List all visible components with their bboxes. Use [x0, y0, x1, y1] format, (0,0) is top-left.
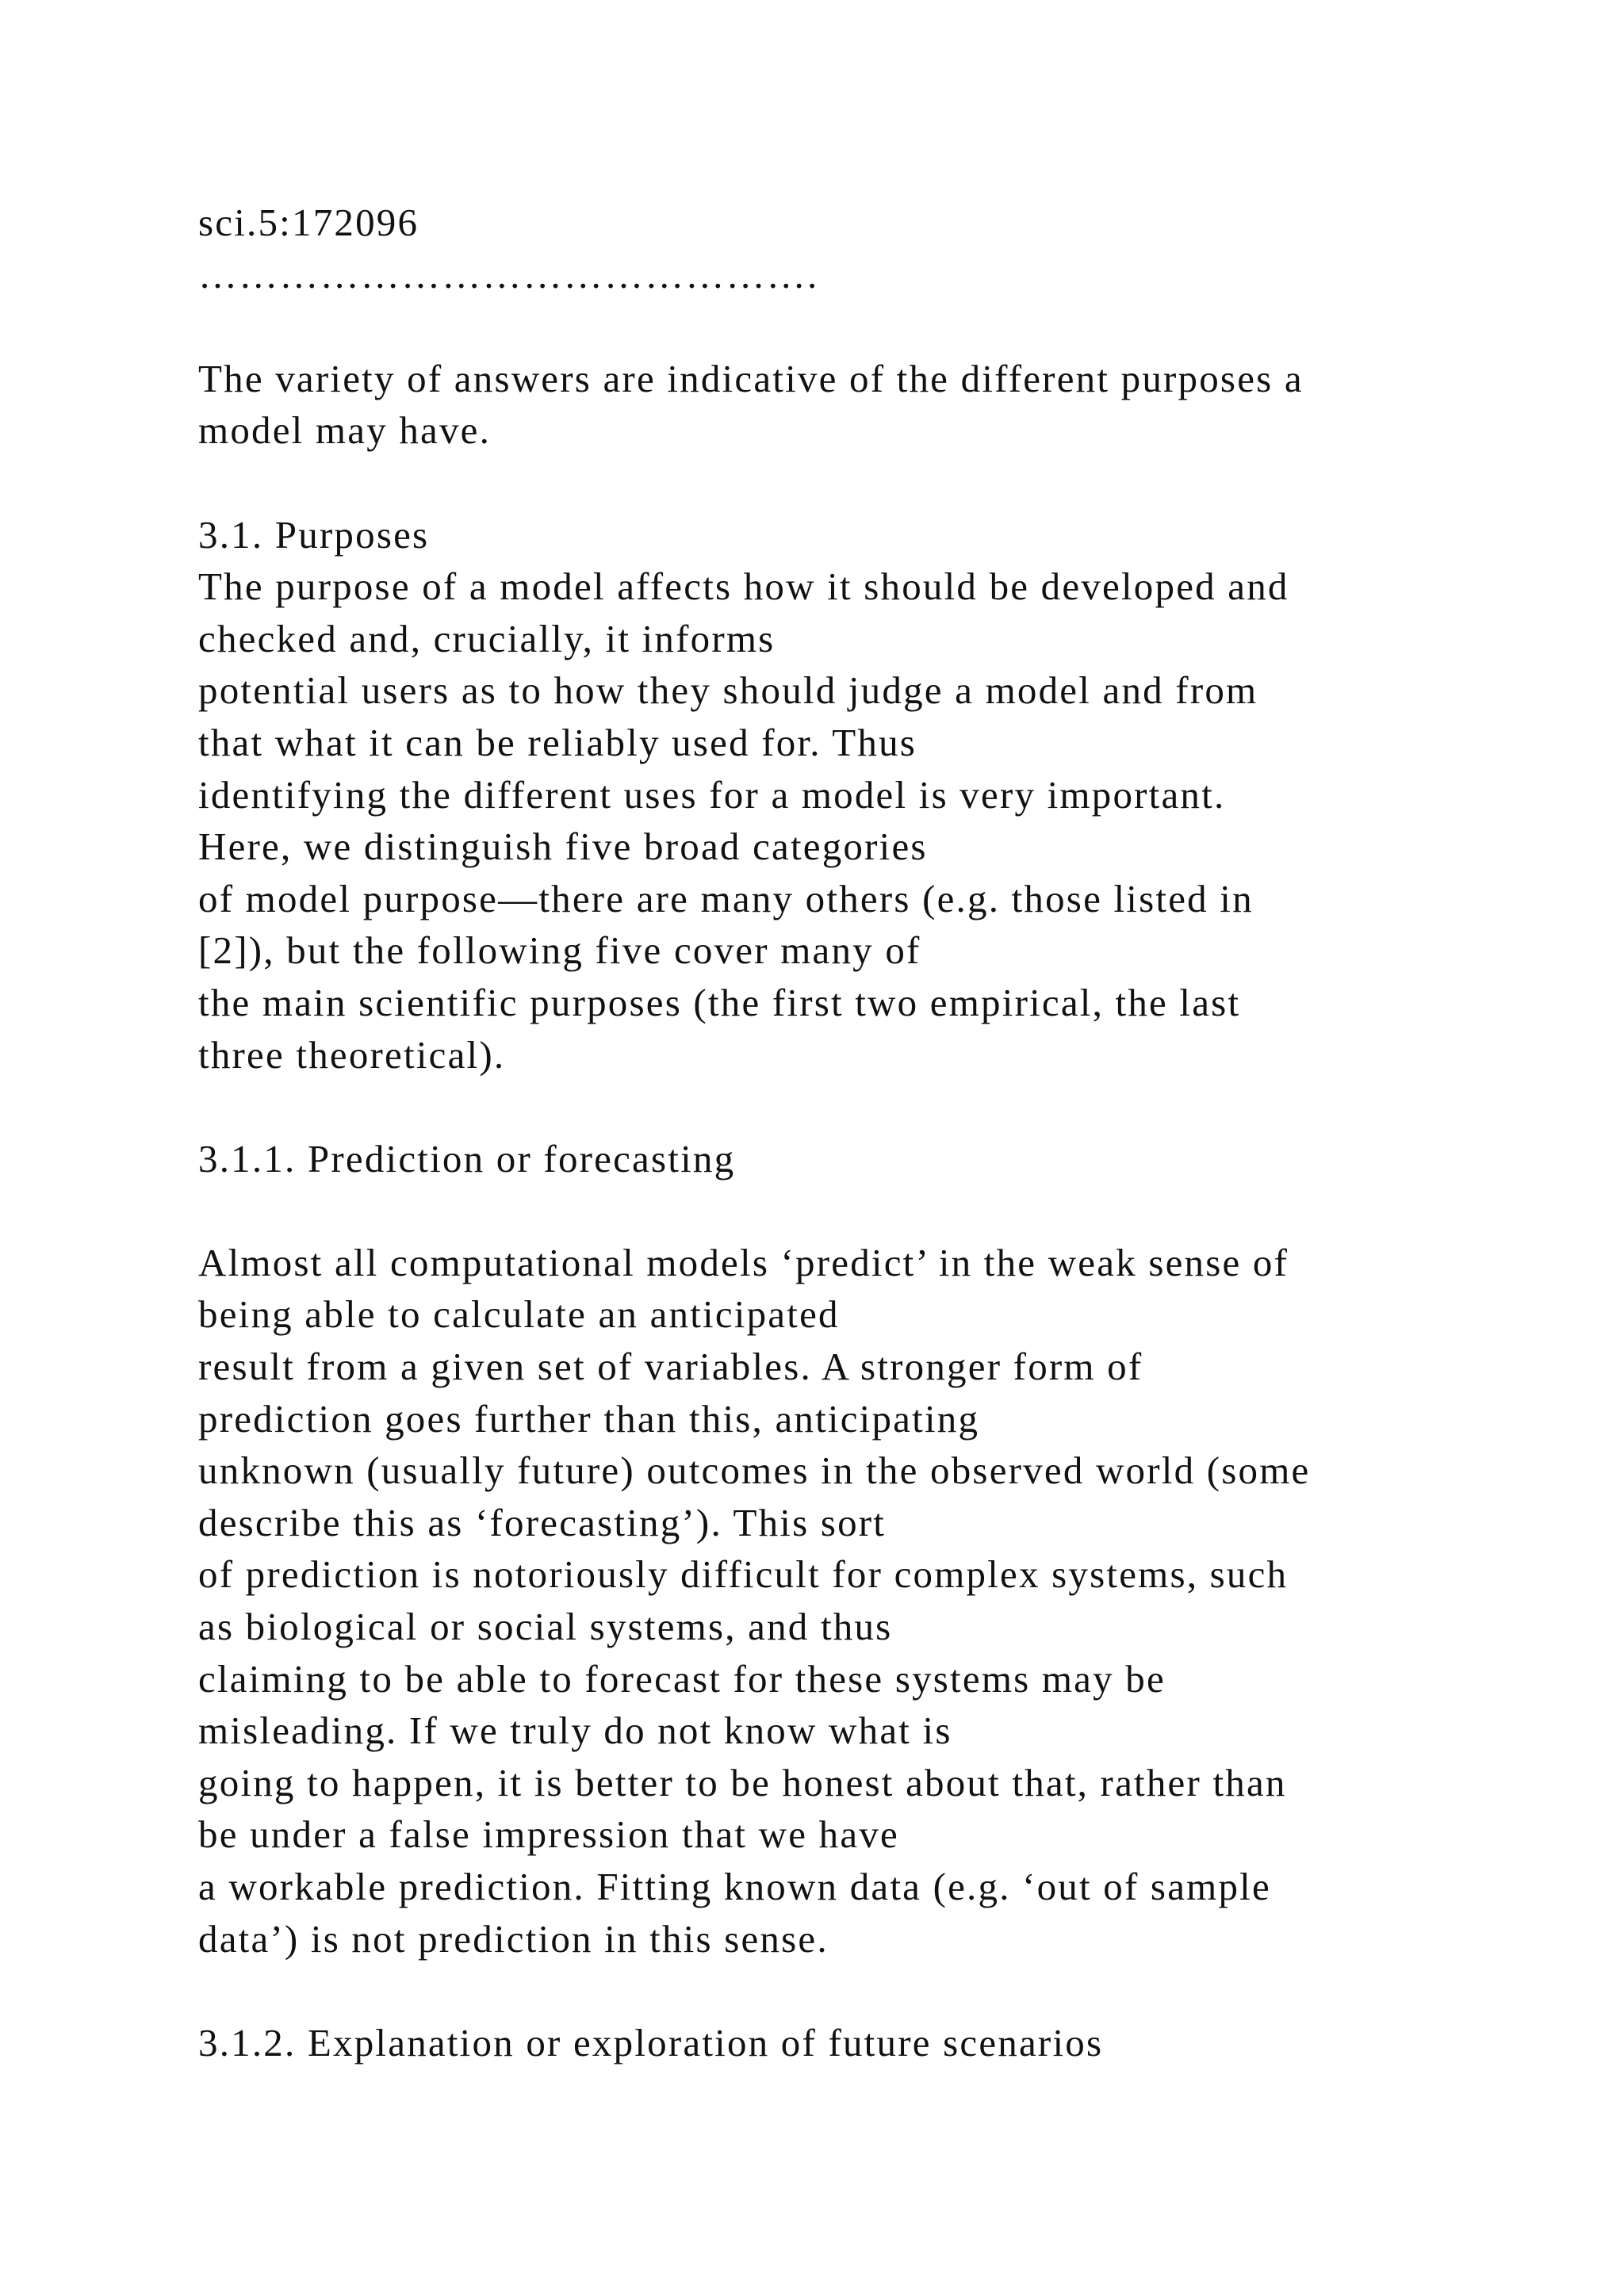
paragraph-line: going to happen, it is better to be honest about that, rather than	[198, 1760, 1287, 1804]
paragraph-line: of model purpose—there are many others (e.g. those listed in	[198, 876, 1254, 920]
spacer	[198, 1184, 1499, 1237]
section-heading-purposes: 3.1. Purposes	[198, 512, 430, 557]
paragraph-line: that what it can be reliably used for. Thus	[198, 720, 917, 764]
section-heading-prediction: 3.1.1. Prediction or forecasting	[198, 1136, 736, 1181]
document-id: sci.5:172096	[198, 201, 419, 244]
spacer	[198, 1965, 1499, 2017]
paragraph-line: of prediction is notoriously difficult for complex systems, such	[198, 1552, 1289, 1597]
paragraph-line: potential users as to how they should judge a model and from	[198, 668, 1258, 713]
spacer	[198, 300, 1499, 353]
paragraph-line: describe this as ‘forecasting’). This sort	[198, 1500, 887, 1544]
document-text	[198, 197, 1499, 2068]
intro-line: model may have.	[198, 408, 492, 453]
paragraph-line: three theoretical).	[198, 1032, 506, 1077]
paragraph-line: Here, we distinguish five broad categories	[198, 825, 928, 869]
paragraph-line: identifying the different uses for a model is very important.	[198, 772, 1226, 817]
paragraph-line: unknown (usually future) outcomes in the observed world (some	[198, 1448, 1311, 1493]
paragraph-line: prediction goes further than this, anticipating	[198, 1396, 980, 1441]
paragraph-line: as biological or social systems, and thus	[198, 1605, 893, 1649]
paragraph-line: Almost all computational models ‘predict’ in the weak sense of	[198, 1240, 1289, 1284]
paragraph-line: a workable prediction. Fitting known data (e.g. ‘out of sample	[198, 1865, 1271, 1908]
paragraph-line: [2]), but the following five cover many of	[198, 928, 921, 973]
intro-line: The variety of answers are indicative of the different purposes a	[198, 356, 1304, 400]
paragraph-line: result from a given set of variables. A stronger form of	[198, 1345, 1143, 1389]
spacer	[198, 1081, 1499, 1133]
paragraph-line: be under a false impression that we have	[198, 1812, 899, 1857]
separator-dots: ……………………………………….	[198, 252, 819, 297]
paragraph-line: The purpose of a model affects how it should be developed and	[198, 564, 1289, 609]
paragraph-line: checked and, crucially, it informs	[198, 616, 776, 660]
section-heading-explanation: 3.1.2. Explanation or exploration of future scenarios	[198, 2020, 1104, 2064]
spacer	[198, 457, 1499, 509]
paragraph-line: being able to calculate an anticipated	[198, 1292, 840, 1337]
paragraph-line: data’) is not prediction in this sense.	[198, 1916, 829, 1961]
paragraph-line: the main scientific purposes (the first two empirical, the last	[198, 980, 1241, 1024]
paragraph-line: claiming to be able to forecast for these systems may be	[198, 1656, 1166, 1701]
paragraph-line: misleading. If we truly do not know what is	[198, 1709, 952, 1753]
